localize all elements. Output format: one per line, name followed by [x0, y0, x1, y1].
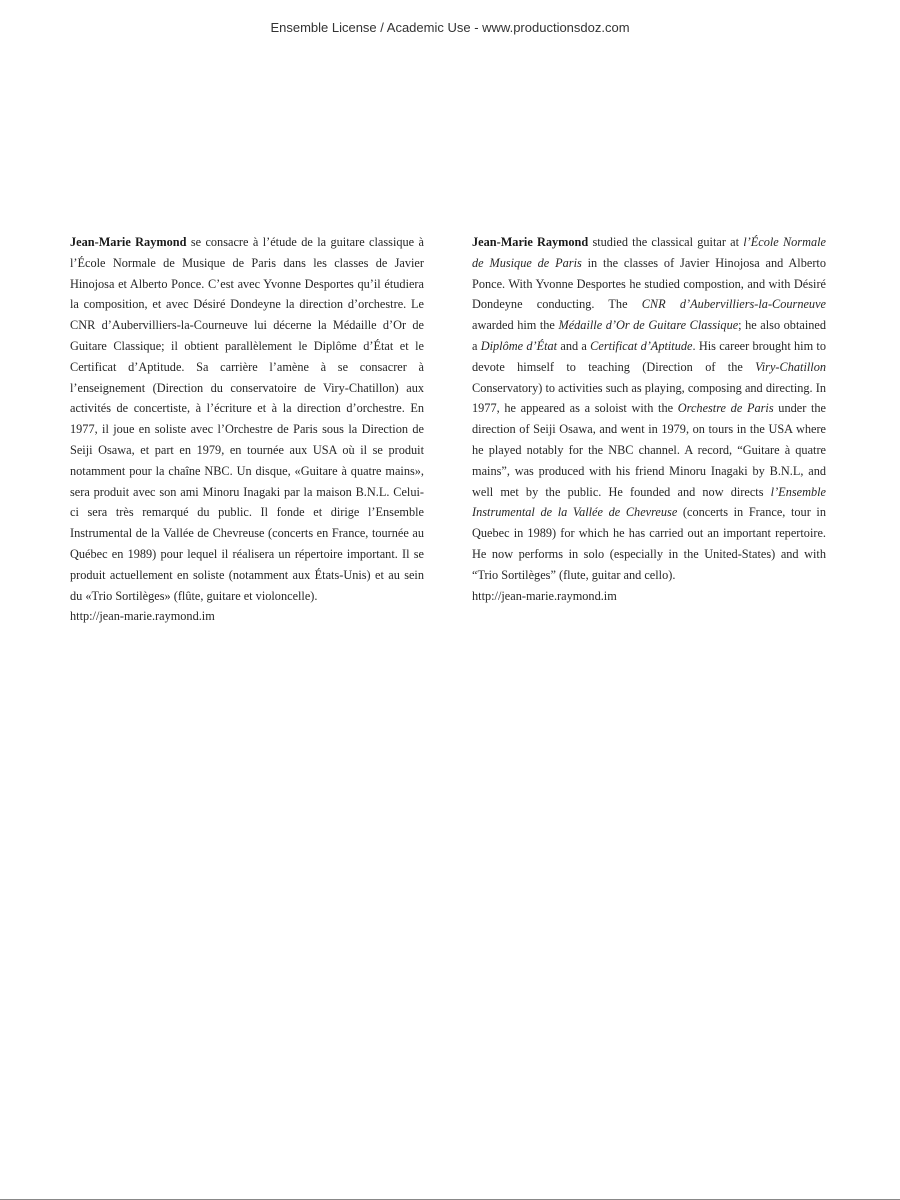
english-bio-text-7: Conservatory) to activities such as playing, composing and directing. In 1977, he appeared as a soloist with the — [472, 380, 826, 416]
english-bio-text-3: awarded him the — [472, 318, 559, 333]
english-bio-cnr: CNR d’Aubervilliers-la-Courneuve — [641, 297, 826, 312]
english-bio-orchestra: Orchestre de Paris — [677, 401, 774, 416]
english-bio-diploma: Diplôme d’État — [480, 338, 558, 353]
english-bio-conservatory: Viry-Chatillon — [755, 359, 826, 374]
french-biography — [70, 232, 424, 627]
english-bio-text-1: studied the classical guitar at — [588, 235, 744, 249]
english-bio-certificate: Certificat d’Aptitude — [590, 338, 693, 353]
english-bio-ensemble: l’Ensemble Instrumental de la Vallée de Chevreuse — [472, 484, 826, 520]
english-bio-school: l’École Normale de Musique de Paris — [472, 235, 826, 270]
english-bio-text-2: in the classes of Javier Hinojosa and Alberto Ponce. With Yvonne Desportes he studied compostion, and with Désiré Dondeyne conducting. The — [472, 255, 826, 312]
english-bio-text-5: and a — [557, 338, 591, 353]
english-bio-url[interactable]: http://jean-marie.raymond.im — [472, 588, 617, 603]
english-bio-text-6: . His career brought him to devote himself to teaching (Direction of the — [472, 338, 826, 374]
english-bio-text-4: ; he also obtained a — [472, 318, 826, 353]
french-bio-text: se consacre à l’étude de la guitare classique à l’École Normale de Musique de Paris dans les classes de Javier Hinojosa et Alberto Ponce. C’est avec Yvonne Desportes qu’il étudiera la composition, et avec Désiré Dondeyne la direction d’orchestre. Le CNR d’Aubervilliers-la-Courneuve lui décerne la Médaille d’Or de Guitare Classique; il obtient parallèlement le Diplôme d’État et le Certificat d’Aptitude. Sa carrière l’amène à se consacrer à l’enseignement (Direction du conservatoire de Viry-Chatillon) aux activités de concertiste, à l’écriture et à la direction d’orchestre. En 1977, il joue en soliste avec l’Orchestre de Paris sous la Direction de Seiji Osawa, et part en 1979, en tournée aux USA où il se produit notamment pour la chaîne NBC. Un disque, «Guitare à quatre mains», sera produit avec son ami Minoru Inagaki par la maison B.N.L. Celui-ci sera très remarqué du public. Il fonde et dirige l’Ensemble Instrumental de la Vallée de Chevreuse (concerts en France, tournée au Québec en 1989) pour lequel il réalisera un répertoire important. Il se produit actuellement en soliste (notamment aux États-Unis) et au sein du «Trio Sortilèges» (flûte, guitare et violoncelle). — [70, 235, 424, 603]
english-bio-medal: Médaille d’Or de Guitare Classique — [558, 318, 739, 333]
french-bio-url[interactable]: http://jean-marie.raymond.im — [70, 609, 215, 624]
french-bio-paragraph — [70, 232, 424, 606]
english-bio-text-8: under the direction of Seiji Osawa, and went in 1979, on tours in the USA where he played notably for the NBC channel. A record, “Guitare à quatre mains”, was produced with his friend Minoru Inagaki by B.N.L, and well met by the public. He founded and now directs — [472, 401, 826, 499]
english-bio-text-9: (concerts in France, tour in Quebec in 1989) for which he has carried out an important repertoire. He now performs in solo (especially in the United-States) and with “Trio Sortilèges” (flute, guitar and cello). — [472, 505, 826, 582]
french-bio-name: Jean-Marie Raymond — [70, 235, 187, 249]
english-biography — [472, 232, 826, 606]
english-bio-name: Jean-Marie Raymond — [472, 235, 589, 249]
license-header: Ensemble License / Academic Use - www.productionsdoz.com — [270, 20, 630, 35]
english-bio-paragraph — [472, 232, 826, 586]
